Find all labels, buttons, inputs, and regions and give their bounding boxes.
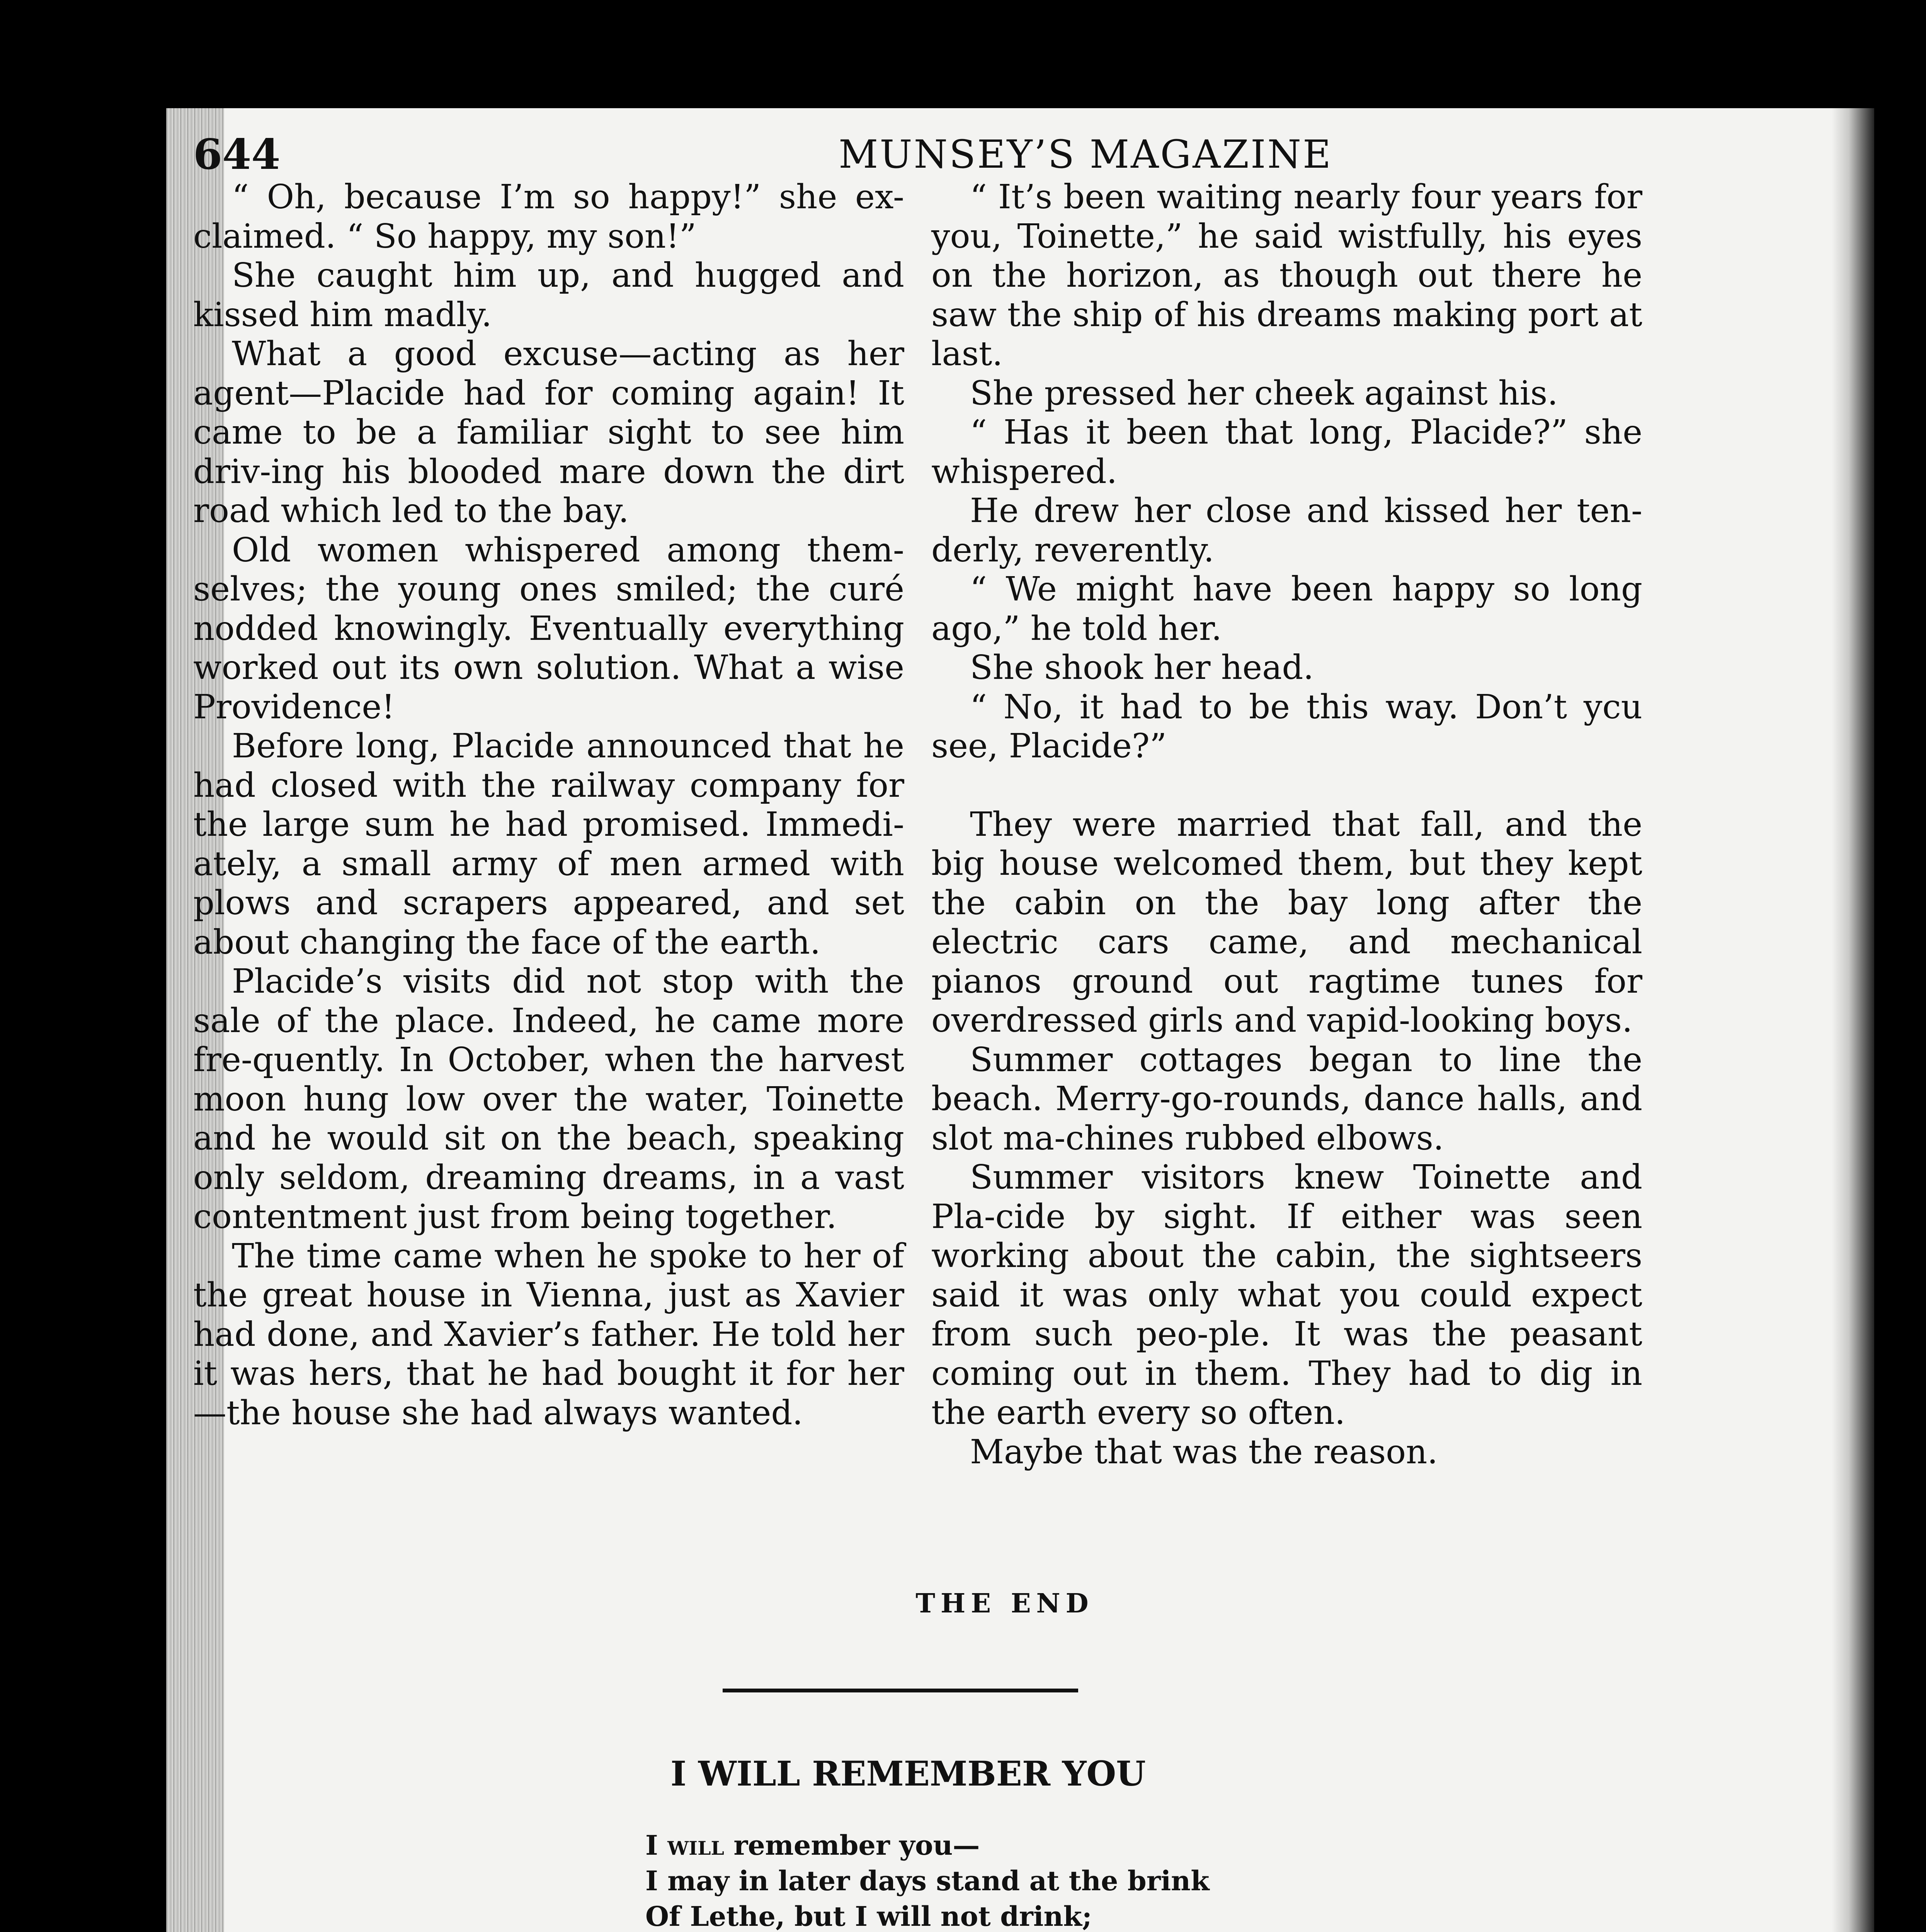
poem-body bbox=[645, 1828, 1650, 1932]
page-gutter-shadow bbox=[1832, 108, 1874, 1932]
poem-line-start: I bbox=[645, 1829, 658, 1861]
paragraph: Summer cottages began to line the beach. Merry-go-rounds, dance halls, and slot ma-chines rubbed elbows. bbox=[931, 1040, 1642, 1158]
paragraph: Before long, Placide announced that he had closed with the railway company for the large sum he had promised. Immedi-ately, a small army of men armed with plows and scrapers appeared, and set about changing the face of the earth. bbox=[193, 727, 904, 962]
poem-title: I WILL REMEMBER YOU bbox=[670, 1753, 1146, 1794]
paragraph: She pressed her cheek against his. bbox=[970, 374, 1558, 413]
poem-line: Of Lethe, but I will not drink; bbox=[645, 1900, 1092, 1932]
paragraph: “ We might have been happy so long ago,” he told her. bbox=[931, 570, 1642, 648]
paragraph: Old women whispered among them-selves; the young ones smiled; the curé nodded knowingly. Eventually everything worked out its own solution. What a wise Providence! bbox=[193, 531, 904, 726]
running-head: MUNSEY’S MAGAZINE bbox=[839, 132, 1332, 177]
paragraph: He drew her close and kissed her ten-derly, reverently. bbox=[931, 492, 1642, 570]
paragraph: They were married that fall, and the big house welcomed them, but they kept the cabin on the bay long after the electric cars came, and mechanical pianos ground out ragtime tunes for overdressed girls and vapid-looking boys. bbox=[931, 805, 1642, 1040]
poem-line-smallcaps: will bbox=[667, 1829, 724, 1861]
poem-line: I may in later days stand at the brink bbox=[645, 1865, 1210, 1897]
paragraph: “ It’s been waiting nearly four years for you, Toinette,” he said wistfully, his eyes on the horizon, as though out there he saw the ship of his dreams making port at last. bbox=[931, 178, 1642, 373]
paragraph: What a good excuse—acting as her agent—Placide had for coming again! It came to be a familiar sight to see him driv-ing his blooded mare down the dirt road which led to the bay. bbox=[193, 335, 904, 530]
paragraph: “ Has it been that long, Placide?” she whispered. bbox=[931, 413, 1642, 491]
the-end-marker: THE END bbox=[915, 1588, 1094, 1619]
left-column bbox=[193, 178, 904, 1433]
paragraph: Summer visitors knew Toinette and Pla-cide by sight. If either was seen working about the cabin, the sightseers said it was only what you could expect from such peo-ple. It was the peasant coming out in them. They had to dig in the earth every so often. bbox=[931, 1158, 1642, 1432]
poem-line-rest: remember you— bbox=[724, 1829, 980, 1861]
right-column bbox=[931, 178, 1642, 1472]
paragraph: Maybe that was the reason. bbox=[970, 1432, 1438, 1471]
poem-line bbox=[645, 1828, 1650, 1863]
paragraph: She shook her head. bbox=[970, 648, 1314, 687]
paragraph: The time came when he spoke to her of the great house in Vienna, just as Xavier had done, and Xavier’s father. He told her it was hers, that he had bought it for her—the house she had always wanted. bbox=[193, 1236, 904, 1432]
paragraph: Placide’s visits did not stop with the sale of the place. Indeed, he came more fre-quently. In October, when the harvest moon hung low over the water, Toinette and he would sit on the beach, speaking only seldom, dreaming dreams, in a vast contentment just from being together. bbox=[193, 962, 904, 1236]
page-header bbox=[193, 128, 1700, 182]
section-divider bbox=[723, 1689, 1078, 1692]
paragraph: She caught him up, and hugged and kissed him madly. bbox=[193, 256, 904, 334]
page-number: 644 bbox=[193, 130, 281, 179]
paragraph: “ No, it had to be this way. Don’t ycu see, Placide?” bbox=[931, 687, 1642, 765]
paragraph: “ Oh, because I’m so happy!” she ex-claimed. “ So happy, my son!” bbox=[193, 178, 904, 256]
